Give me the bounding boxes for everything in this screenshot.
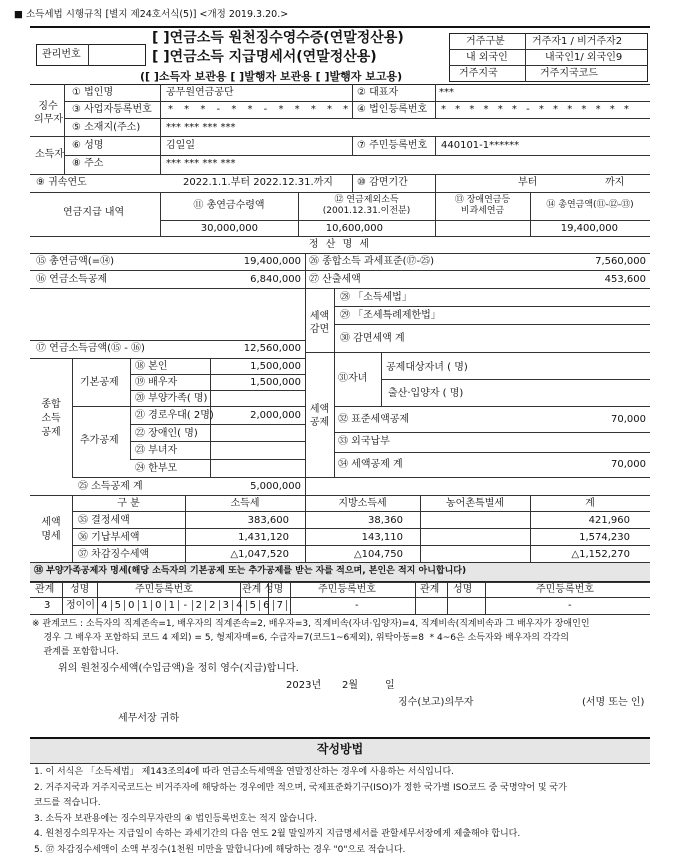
pension-deduction-value: 6,840,000 — [250, 274, 301, 285]
additional-deduction-label: 추가공제 — [80, 435, 119, 446]
child-eligible-label: 공제대상자녀 ( 명) — [386, 362, 468, 373]
relation-code-note: ※ 관계코드 : 소득자의 직계존속=1, 배우자의 직계존속=2, 배우자=3, 직계비속(자녀·입양자)=4, 직계비속(직계비속과 그 배우자가 장애인인 경우 그 배우자 포함하되 코드 4 제외) = 5, 형제자매=6, 수급자=7(코드1~6제외), 위탁아동=8 * 4~6은 소득자와 배우자의 각각의 관계를 포함합니다. — [32, 619, 590, 657]
earner-name-label: ⑥ 성명 — [72, 140, 104, 151]
earner-address-label: ⑧ 주소 — [72, 158, 104, 169]
residency-value: 거주자1 / 비거주자2 — [532, 36, 623, 47]
form-copy-type: ([ ]소득자 보관용 [ ]발행자 보관용 [ ]발행자 보고용) — [140, 70, 403, 83]
attribution-year-value: 2022.1.1.부터 2022.12.31.까지 — [183, 177, 333, 188]
rrn-digit: 4 — [98, 600, 112, 611]
management-number-label: 관리번호 — [42, 49, 81, 60]
dep-col-rrn-1: 주민등록번호 — [135, 584, 193, 595]
method-title: 작성방법 — [316, 742, 364, 756]
total-pension-value: 19,400,000 — [560, 223, 618, 234]
method-item-2-cont: 코드를 적습니다. — [34, 798, 101, 808]
tax-credit-label: 세액 공제 — [309, 404, 330, 428]
exemption-period-label: ⑩ 감면기간 — [357, 177, 408, 188]
dep-col-name-1: 성명 — [70, 584, 90, 595]
dep-col-rel-1: 관계 — [35, 584, 55, 595]
corp-reg-no-label: ④ 법인등록번호 — [357, 104, 428, 115]
tax-row-income: △1,047,520 — [230, 549, 289, 560]
tax-row-total: 1,574,230 — [579, 532, 630, 543]
tax-row-label: ㉟ 결정세액 — [78, 515, 130, 526]
earner-rrn-label: ⑦ 주민등록번호 — [357, 140, 428, 151]
dep-row-rrn — [98, 600, 287, 611]
rrn-digit: 7 — [274, 600, 288, 611]
tax-row-total: 421,960 — [588, 515, 630, 526]
tax-row-label: ㊱ 기납부세액 — [78, 532, 140, 543]
corp-name-value: 공무원연금공단 — [166, 87, 234, 98]
total-pension-received-value: 30,000,000 — [200, 223, 258, 234]
residence-country-code-label: 거주지국코드 — [540, 68, 598, 79]
tax-row-total: △1,152,270 — [571, 549, 630, 560]
calculated-tax-value: 453,600 — [604, 274, 646, 285]
tax-row-label: ㊲ 차감징수세액 — [78, 549, 150, 560]
rrn-digit: 1 — [139, 600, 153, 611]
dep-col-name-3: 성명 — [453, 584, 473, 595]
tax-base-value: 7,560,000 — [595, 256, 646, 267]
dep-col-rel-3: 관계 — [420, 584, 440, 595]
disability-nontaxable-label: ⑬ 장애연금등 비과세연금 — [454, 195, 511, 216]
self-deduction-label: ⑱ 본인 — [135, 361, 168, 372]
receipt-statement: 위의 원천징수세액(수입금액)을 정히 영수(지급)합니다. — [58, 663, 299, 674]
income-deduction-group-label: 종합 소득 공제 — [41, 399, 61, 438]
tax-base-label: ㉖ 종합소득 과세표준(⑰-㉕) — [309, 256, 435, 267]
rrn-digit: 2 — [193, 600, 207, 611]
foreigner-value: 내국인1/ 외국인9 — [545, 52, 623, 63]
deduction-total-value: 5,000,000 — [250, 481, 301, 492]
signer-label: 징수(보고)의무자 — [398, 697, 474, 708]
total-pension-15-label: ⑮ 총연금액(=⑭) — [36, 256, 115, 267]
tax-col-total: 계 — [585, 498, 595, 509]
child-credit-label: ㉛자녀 — [338, 373, 368, 384]
tax-statement-group-label: 세액 명세 — [41, 517, 61, 542]
rrn-digit: 4 — [233, 600, 247, 611]
dep-col-name-2: 성명 — [264, 584, 284, 595]
excluded-income-label: ⑫ 연금제외소득 (2001.12.31.이전분) — [322, 195, 411, 216]
earner-name-value: 김일일 — [166, 140, 195, 151]
pension-deduction-label: ⑯ 연금소득공제 — [36, 274, 108, 285]
representative-value: *** — [439, 87, 454, 98]
deduction-total-label: ㉕ 소득공제 계 — [78, 481, 143, 492]
rrn-digit: 5 — [112, 600, 126, 611]
basic-deduction-label: 기본공제 — [80, 377, 119, 388]
pension-income-amount-label: ⑰ 연금소득금액(⑮ - ⑯) — [36, 343, 145, 354]
rrn-digit: 6 — [260, 600, 274, 611]
dependents-title: ㊳ 부양가족공제자 명세(해당 소득자의 기본공제 또는 추가공제를 받는 자를 적으며, 본인은 적지 아니합니다) — [34, 566, 467, 576]
tax-reduction-label: 세액 감면 — [309, 311, 330, 335]
dependents-deduction-label: ⑳ 부양가족( 명) — [135, 393, 208, 404]
total-pension-label: ⑭ 총연금액(⑪-⑫-⑬) — [546, 200, 634, 210]
attribution-year-label: ⑨ 귀속연도 — [36, 177, 87, 188]
total-pension-received-label: ⑪ 총연금수령액 — [193, 200, 265, 211]
credit-total-value: 70,000 — [611, 459, 646, 470]
foreign-payment-label: ㉝ 외국납부 — [338, 436, 390, 447]
self-deduction-value: 1,500,000 — [250, 361, 301, 372]
special-tax-act-label: ㉙ 「조세특례제한법」 — [340, 310, 441, 321]
reduction-total-label: ㉚ 감면세액 계 — [340, 333, 405, 344]
credit-total-label: ㉞ 세액공제 계 — [338, 459, 403, 470]
tax-row-local: 38,360 — [368, 515, 403, 526]
dep-row-rel: 3 — [44, 600, 51, 611]
tax-row-income: 383,600 — [247, 515, 289, 526]
rrn-digit: 3 — [220, 600, 234, 611]
method-item-4: 4. 원천징수의무자는 지급일이 속하는 과세기간의 다음 연도 2월 말일까지 지급명세서를 관할세무서장에게 제출해야 합니다. — [34, 829, 521, 839]
tax-col-local: 지방소득세 — [338, 498, 387, 509]
tax-col-rural: 농어촌특별세 — [446, 498, 504, 509]
tax-col-income: 소득세 — [230, 498, 260, 509]
settlement-title: 정 산 명 세 — [308, 239, 372, 250]
earner-rrn-value: 440101-1****** — [441, 140, 520, 151]
earner-address-value: *** *** *** *** — [166, 158, 236, 169]
date-day: 일 — [385, 680, 395, 691]
method-item-5: 5. ㊲ 차감징수세액이 소액 부징수(1천원 미만을 말합니다)에 해당하는 경우 "0"으로 적습니다. — [34, 845, 406, 855]
rrn-digit: - — [179, 600, 193, 611]
tax-row-local: 143,110 — [361, 532, 403, 543]
date-year: 2023년 — [286, 680, 322, 691]
disabled-deduction-label: ㉒ 장애인( 명) — [135, 428, 198, 439]
pension-income-amount-value: 12,560,000 — [243, 343, 301, 354]
tax-col-type: 구 분 — [117, 498, 140, 509]
method-item-2: 2. 거주지국과 거주지국코드는 비거주자에 해당하는 경우에만 적으며, 국제표준화기구(ISO)가 정한 국가별 ISO코드 중 국명약어 및 국가 — [34, 783, 567, 793]
woman-deduction-label: ㉓ 부녀자 — [135, 445, 178, 456]
tax-row-local: △104,750 — [353, 549, 403, 560]
rrn-digit: 5 — [247, 600, 261, 611]
corp-name-label: ① 법인명 — [72, 87, 114, 98]
spouse-deduction-value: 1,500,000 — [250, 377, 301, 388]
foreigner-label: 내 외국인 — [466, 52, 508, 63]
spouse-deduction-label: ⑲ 배우자 — [135, 377, 178, 388]
payment-history-label: 연금지급 내역 — [63, 207, 125, 218]
standard-credit-value: 70,000 — [611, 414, 646, 425]
biz-reg-no-label: ③ 사업자등록번호 — [72, 104, 152, 115]
rrn-digit: 0 — [152, 600, 166, 611]
dep-col-rel-2: 관계 — [242, 584, 262, 595]
dep-col-rrn-2: 주민등록번호 — [318, 584, 376, 595]
earner-group-label: 소득자 — [35, 149, 64, 160]
date-month: 2월 — [342, 680, 359, 691]
exemption-period-to: 까지 — [605, 177, 625, 188]
payer-address-label: ⑤ 소재지(주소) — [72, 122, 141, 133]
tax-row-income: 1,431,120 — [238, 532, 289, 543]
birth-adoption-label: 출산·입양자 ( 명) — [388, 388, 464, 399]
exemption-period-from: 부터 — [518, 177, 538, 188]
residency-label: 거주구분 — [466, 36, 505, 47]
dep-row-name: 정이이 — [66, 600, 95, 611]
dep-col-rrn-3: 주민등록번호 — [536, 584, 594, 595]
excluded-income-value: 10,600,000 — [325, 223, 383, 234]
tax-office-addressee: 세무서장 귀하 — [118, 713, 180, 724]
total-pension-15-value: 19,400,000 — [243, 256, 301, 267]
senior-deduction-label: ㉑ 경로우대( 2명) — [135, 410, 214, 421]
payer-address-value: *** *** *** *** — [166, 122, 236, 133]
rrn-digit: 1 — [166, 600, 180, 611]
representative-label: ② 대표자 — [357, 87, 399, 98]
income-tax-act-label: ㉘ 「소득세법」 — [340, 292, 412, 303]
form-title-receipt: [ ]연금소득 원천징수영수증(연말정산용) — [152, 30, 404, 46]
payer-group-label: 징수 의무자 — [34, 101, 63, 125]
signature-placeholder: (서명 또는 인) — [582, 697, 645, 708]
form-title-statement: [ ]연금소득 지급명세서(연말정산용) — [152, 49, 377, 65]
form-rule-reference: ■ 소득세법 시행규칙 [별지 제24호서식(5)] <개정 2019.3.20.> — [14, 9, 289, 20]
method-item-3: 3. 소득자 보관용에는 징수의무자란의 ④ 법인등록번호는 적지 않습니다. — [34, 814, 317, 824]
senior-deduction-value: 2,000,000 — [250, 410, 301, 421]
biz-reg-no-value: * * * - * * - * * * * * — [168, 104, 353, 115]
method-item-1: 1. 이 서식은 「소득세법」 제143조의4에 따라 연금소득세액을 연말정산하는 경우에 사용하는 서식입니다. — [34, 767, 455, 777]
rrn-digit: 0 — [125, 600, 139, 611]
single-parent-deduction-label: ㉔ 한부모 — [135, 463, 178, 474]
residence-country-label: 거주지국 — [459, 68, 498, 79]
rrn-digit: 2 — [206, 600, 220, 611]
calculated-tax-label: ㉗ 산출세액 — [309, 274, 361, 285]
standard-credit-label: ㉜ 표준세액공제 — [338, 414, 410, 425]
corp-reg-no-value: * * * * * * - * * * * * * * — [441, 104, 632, 115]
